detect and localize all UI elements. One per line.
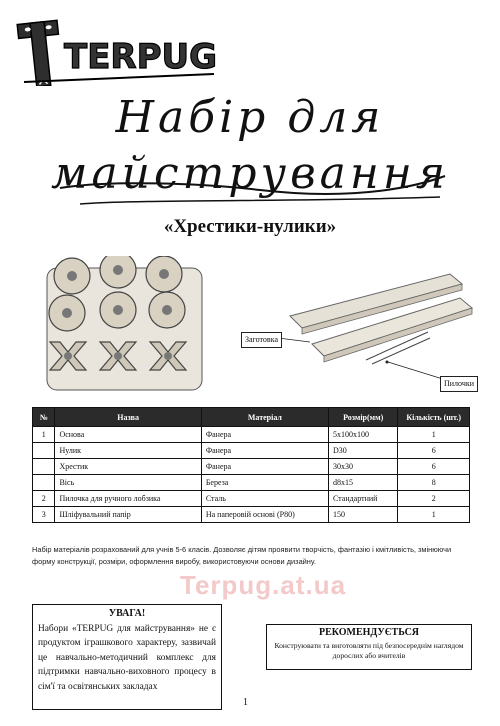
description-note: Набір матеріалів розрахований для учнів 5-6 класів. Дозволяє дітям проявити творчість, фантазію і кмітливість, змінюючи форму конструкції, розміри, оформлення виробу, використовуючи основи дизайну. bbox=[32, 545, 452, 566]
cell-size: Стандартний bbox=[328, 491, 397, 507]
header-size: Розмір(мм) bbox=[328, 408, 397, 427]
cell-material: На паперовій основі (Р80) bbox=[201, 507, 328, 523]
table-header-row bbox=[33, 408, 470, 427]
header-number: № bbox=[33, 408, 55, 427]
cell-material: Береза bbox=[201, 475, 328, 491]
cell-quantity: 1 bbox=[398, 427, 470, 443]
label-blank: Заготовка bbox=[241, 332, 282, 348]
page-number: 1 bbox=[243, 697, 248, 708]
header-quantity: Кількість (шт.) bbox=[398, 408, 470, 427]
label-saw: Пилочки bbox=[440, 376, 478, 392]
cell-number bbox=[33, 475, 55, 491]
title-line-1: Набір для bbox=[115, 92, 385, 143]
materials-table bbox=[32, 407, 470, 523]
cell-number: 1 bbox=[33, 427, 55, 443]
cell-name: Вісь bbox=[55, 475, 201, 491]
table-row bbox=[33, 427, 470, 443]
materials-photo bbox=[250, 258, 480, 388]
header-material: Матеріал bbox=[201, 408, 328, 427]
cell-material: Фанера bbox=[201, 427, 328, 443]
cell-size: 150 bbox=[328, 507, 397, 523]
cell-name: Пилочка для ручного лобзика bbox=[55, 491, 201, 507]
cell-quantity: 6 bbox=[398, 459, 470, 475]
recommendation-box bbox=[266, 624, 472, 670]
table-row bbox=[33, 459, 470, 475]
cell-name: Шліфувальний папір bbox=[55, 507, 201, 523]
cell-quantity: 8 bbox=[398, 475, 470, 491]
header-name: Назва bbox=[55, 408, 201, 427]
warning-text: Набори «TERPUG для майстрування» не є продуктом іграшкового характеру, зазвичай це навчально-методичний комплекс для підтримки навчально-виховного процесу в сім'ї та освітянських закладах bbox=[38, 623, 216, 692]
warning-title: УВАГА! bbox=[108, 608, 146, 619]
cell-number bbox=[33, 443, 55, 459]
cell-material: Фанера bbox=[201, 459, 328, 475]
cell-name: Хрестик bbox=[55, 459, 201, 475]
cell-material: Сталь bbox=[201, 491, 328, 507]
cell-size: 5x100x100 bbox=[328, 427, 397, 443]
cell-size: D30 bbox=[328, 443, 397, 459]
logo-text: TERPUG bbox=[64, 37, 218, 77]
product-name: «Хрестики-нулики» bbox=[163, 216, 337, 237]
cell-quantity: 6 bbox=[398, 443, 470, 459]
terpug-logo bbox=[14, 6, 224, 86]
recommendation-text: Конструювати та виготовляти під безпосереднім наглядом дорослих або вчителів bbox=[274, 640, 464, 661]
board-photo bbox=[42, 256, 212, 398]
recommendation-title: РЕКОМЕНДУЄТЬСЯ bbox=[318, 627, 420, 638]
cell-name: Основа bbox=[55, 427, 201, 443]
table-row bbox=[33, 491, 470, 507]
title-line-2: майстрування bbox=[50, 148, 450, 199]
site-watermark: Terpug.at.ua bbox=[180, 570, 347, 600]
cell-number: 2 bbox=[33, 491, 55, 507]
cell-number: 3 bbox=[33, 507, 55, 523]
cell-name: Нулик bbox=[55, 443, 201, 459]
cell-size: 30x30 bbox=[328, 459, 397, 475]
table-row bbox=[33, 507, 470, 523]
cell-quantity: 1 bbox=[398, 507, 470, 523]
cell-size: d8x15 bbox=[328, 475, 397, 491]
table-row bbox=[33, 475, 470, 491]
cell-number bbox=[33, 459, 55, 475]
cell-quantity: 2 bbox=[398, 491, 470, 507]
warning-box bbox=[32, 604, 222, 710]
cell-material: Фанера bbox=[201, 443, 328, 459]
table-row bbox=[33, 443, 470, 459]
